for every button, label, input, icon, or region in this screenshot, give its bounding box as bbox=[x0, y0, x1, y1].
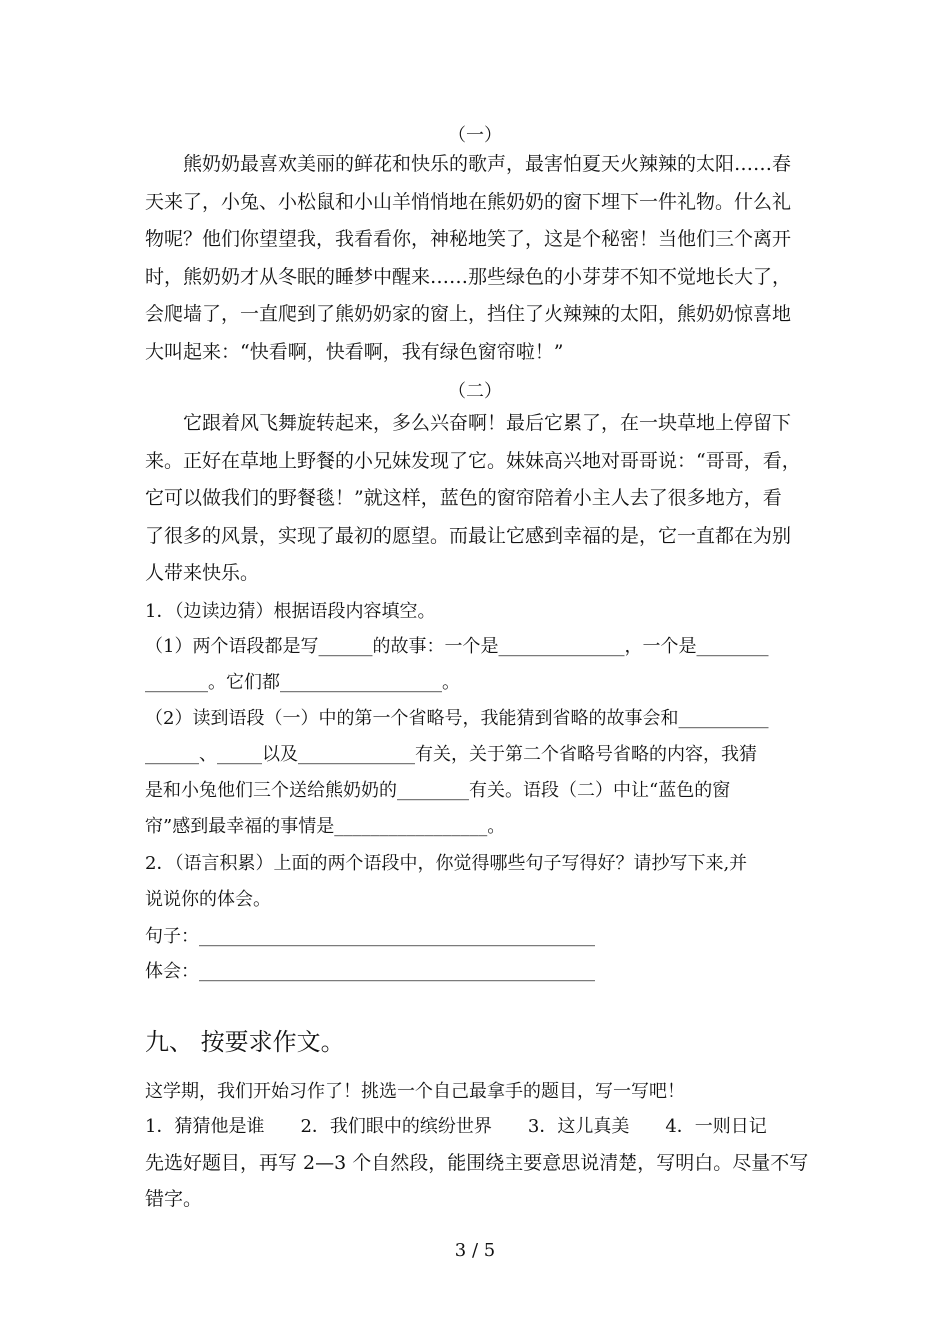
passage-2-line: 人带来快乐。 bbox=[145, 562, 260, 584]
question-1-1-line: （1）两个语段都是写______的故事：一个是______________，一个是________ bbox=[145, 636, 769, 657]
passage-2-heading: （二） bbox=[448, 381, 502, 402]
passage-1-line: 时，熊奶奶才从冬眠的睡梦中醒来……那些绿色的小芽芽不知不觉地长大了， bbox=[145, 265, 792, 288]
page-number: 3 / 5 bbox=[454, 1240, 496, 1261]
passage-1 bbox=[145, 146, 807, 371]
composition-instructions: 先选好题目，再写 2—3 个自然段，能围绕主要意思说清楚，写明白。尽量不写 bbox=[145, 1152, 809, 1174]
passage-1-heading: （一） bbox=[448, 125, 502, 146]
passage-1-line: 会爬墙了，一直爬到了熊奶奶家的窗上，挡住了火辣辣的太阳，熊奶奶惊喜地 bbox=[145, 303, 792, 325]
question-1-2-line: 帘”感到最幸福的事情是_________________。 bbox=[145, 816, 506, 837]
passage-2 bbox=[145, 405, 807, 593]
question-2-title: 说说你的体会。 bbox=[145, 889, 271, 910]
question-1-title: 1．（边读边猜）根据语段内容填空。 bbox=[145, 601, 436, 622]
passage-2-line: 来。正好在草地上野餐的小兄妹发现了它。妹妹高兴地对哥哥说：“哥哥，看， bbox=[145, 449, 801, 472]
composition-intro: 这学期，我们开始习作了！挑选一个自己最拿手的题目，写一写吧！ bbox=[145, 1081, 685, 1102]
passage-2-line: 了很多的风景，实现了最初的愿望。而最让它感到幸福的是，它一直都在为别 bbox=[145, 524, 792, 547]
question-1-2-line: ______、_____以及_____________有关，关于第二个省略号省略的内容，我猜 bbox=[145, 744, 757, 765]
passage-2-line: 它可以做我们的野餐毯！”就这样，蓝色的窗帘陪着小主人去了很多地方，看 bbox=[145, 487, 782, 509]
question-1-1-line: _______。它们都__________________。 bbox=[145, 672, 460, 693]
question-2-title: 2．（语言积累）上面的两个语段中，你觉得哪些句子写得好？请抄写下来,并 bbox=[145, 853, 748, 874]
passage-1-line: 大叫起来：“快看啊，快看啊，我有绿色窗帘啦！” bbox=[145, 340, 564, 363]
composition-topics: 1．猜猜他是谁 2．我们眼中的缤纷世界 3．这儿真美 4．一则日记 bbox=[145, 1116, 767, 1137]
passage-1-line: 物呢？他们你望望我，我看看你，神秘地笑了，这是个秘密！当他们三个离开 bbox=[145, 228, 792, 250]
composition-instructions: 错字。 bbox=[145, 1188, 203, 1210]
passage-1-line: 天来了，小兔、小松鼠和小山羊悄悄地在熊奶奶的窗下埋下一件礼物。什么礼 bbox=[145, 190, 792, 213]
sentence-answer-line: 句子：____________________________________________ bbox=[145, 926, 595, 947]
passage-2-line: 它跟着风飞舞旋转起来，多么兴奋啊！最后它累了，在一块草地上停留下 bbox=[183, 412, 792, 434]
section-9-heading: 九、 按要求作文。 bbox=[145, 1028, 345, 1056]
question-1-2-line: 是和小兔他们三个送给熊奶奶的________有关。语段（二）中让“蓝色的窗 bbox=[145, 780, 731, 801]
question-1-2-line: （2）读到语段（一）中的第一个省略号，我能猜到省略的故事会和__________ bbox=[145, 708, 769, 729]
reflection-answer-line: 体会：____________________________________________ bbox=[145, 961, 595, 982]
passage-1-line: 熊奶奶最喜欢美丽的鲜花和快乐的歌声，最害怕夏天火辣辣的太阳……春 bbox=[183, 153, 792, 175]
